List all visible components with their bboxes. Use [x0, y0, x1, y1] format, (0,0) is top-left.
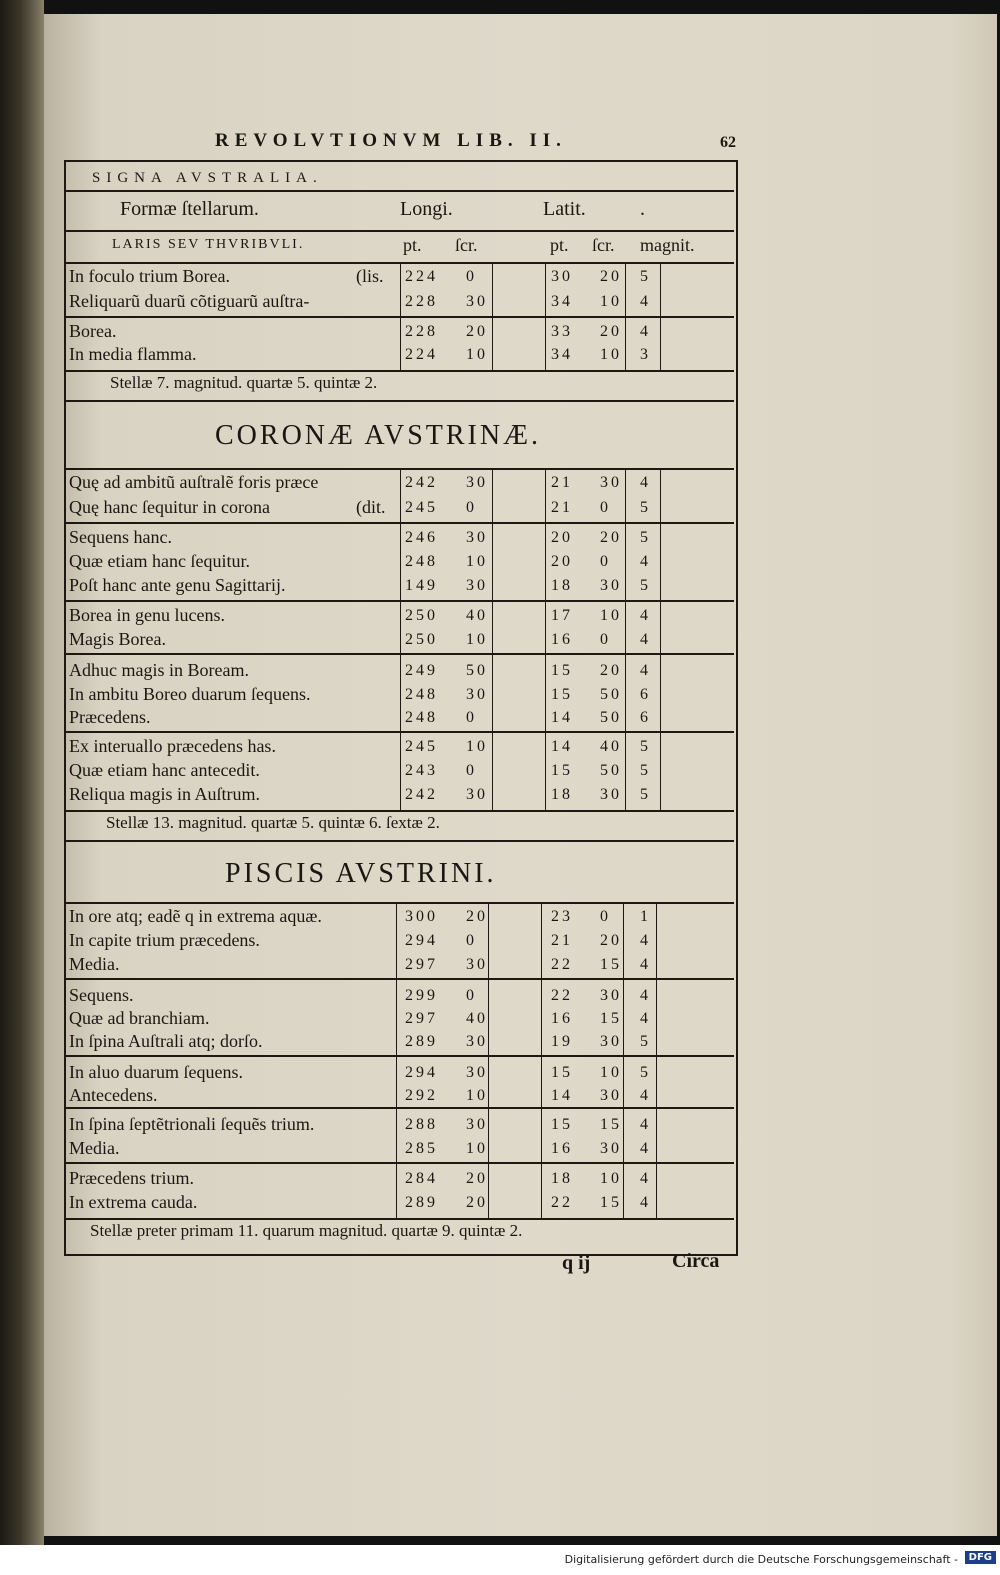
group-rule [66, 978, 734, 980]
longitude-degrees: 289 [405, 1033, 438, 1050]
longitude-minutes: 10 [466, 553, 488, 570]
summary-rule [66, 1218, 734, 1220]
longitude-degrees: 285 [405, 1140, 438, 1157]
star-name-note: (lis. [356, 266, 384, 286]
longitude-minutes: 30 [466, 293, 488, 310]
latitude-minutes: 15 [600, 1194, 622, 1211]
longitude-minutes: 30 [466, 1116, 488, 1133]
constellation-label-laris: LARIS SEV THVRIBVLI. [112, 237, 305, 252]
longitude-degrees: 228 [405, 323, 438, 340]
magnitude: 5 [640, 529, 651, 546]
magnitude: 4 [640, 607, 651, 624]
magnitude: 5 [640, 786, 651, 803]
star-name: Magis Borea. [69, 629, 166, 649]
latitude-minutes: 10 [600, 1064, 622, 1081]
longitude-degrees: 246 [405, 529, 438, 546]
star-name: Media. [69, 954, 120, 974]
latitude-degrees: 21 [551, 932, 573, 949]
star-name: Poſt hanc ante genu Sagittarij. [69, 575, 286, 595]
longitude-minutes: 30 [466, 577, 488, 594]
latitude-degrees: 22 [551, 987, 573, 1004]
summary-rule [66, 810, 734, 812]
longitude-degrees: 249 [405, 662, 438, 679]
magnitude: 4 [640, 987, 651, 1004]
longitude-degrees: 297 [405, 1010, 438, 1027]
section-label: SIGNA AVSTRALIA. [92, 170, 323, 186]
latitude-minutes: 50 [600, 762, 622, 779]
constellation-title-corona: CORONÆ AVSTRINÆ. [215, 420, 541, 451]
column-rule [545, 468, 546, 810]
star-name: Quæ etiam hanc ſequitur. [69, 551, 250, 571]
star-name: In media flamma. [69, 344, 197, 364]
header-rule [66, 902, 734, 904]
longitude-degrees: 248 [405, 709, 438, 726]
latitude-minutes: 30 [600, 987, 622, 1004]
longitude-degrees: 250 [405, 631, 438, 648]
longitude-minutes: 0 [466, 987, 477, 1004]
latitude-minutes: 0 [600, 908, 611, 925]
longitude-minutes: 40 [466, 1010, 488, 1027]
latitude-degrees: 34 [551, 293, 573, 310]
longitude-minutes: 30 [466, 686, 488, 703]
magnitude: 4 [640, 1087, 651, 1104]
star-name: In ſpina ſeptẽtrionali ſequẽs trium. [69, 1114, 315, 1134]
star-name: Antecedens. [69, 1085, 158, 1105]
longitude-degrees: 243 [405, 762, 438, 779]
latitude-degrees: 15 [551, 1064, 573, 1081]
latitude-degrees: 20 [551, 529, 573, 546]
longitude-minutes: 10 [466, 1087, 488, 1104]
summary-rule [66, 400, 734, 402]
star-name: Sequens. [69, 985, 134, 1005]
column-rule [400, 468, 401, 810]
header-rule [66, 190, 734, 192]
star-name: In extrema cauda. [69, 1192, 198, 1212]
longitude-minutes: 20 [466, 1194, 488, 1211]
latitude-degrees: 34 [551, 346, 573, 363]
column-header-form: Formæ ſtellarum. [120, 198, 259, 220]
longitude-minutes: 20 [466, 1170, 488, 1187]
star-name: Præcedens trium. [69, 1168, 194, 1188]
star-name: In foculo trium Borea. [69, 266, 230, 286]
latitude-minutes: 15 [600, 1010, 622, 1027]
star-name: Quæ ad branchiam. [69, 1008, 210, 1028]
column-header-longi: Longi. [400, 198, 453, 220]
latitude-minutes: 20 [600, 268, 622, 285]
magnitude: 5 [640, 1033, 651, 1050]
star-name: Sequens hanc. [69, 527, 172, 547]
latitude-degrees: 21 [551, 474, 573, 491]
magnitude: 5 [640, 577, 651, 594]
unit-scr-long: ſcr. [455, 235, 478, 255]
longitude-degrees: 228 [405, 293, 438, 310]
latitude-minutes: 20 [600, 932, 622, 949]
column-rule [660, 468, 661, 810]
star-name: Media. [69, 1138, 120, 1158]
longitude-minutes: 0 [466, 932, 477, 949]
unit-scr-lat: ſcr. [592, 235, 615, 255]
latitude-degrees: 17 [551, 607, 573, 624]
magnitude: 6 [640, 686, 651, 703]
latitude-degrees: 15 [551, 662, 573, 679]
column-rule [623, 902, 624, 1218]
signature-mark: q ij [562, 1252, 591, 1274]
summary-rule [66, 840, 734, 842]
header-rule [66, 230, 734, 232]
magnitude: 4 [640, 1194, 651, 1211]
star-name: Borea in genu lucens. [69, 605, 225, 625]
magnitude: 4 [640, 956, 651, 973]
latitude-degrees: 22 [551, 1194, 573, 1211]
longitude-degrees: 224 [405, 346, 438, 363]
magnitude: 5 [640, 762, 651, 779]
magnitude: 4 [640, 293, 651, 310]
latitude-minutes: 10 [600, 346, 622, 363]
magnitude: 5 [640, 1064, 651, 1081]
latitude-minutes: 50 [600, 709, 622, 726]
unit-pt-lat: pt. [550, 235, 569, 255]
longitude-degrees: 294 [405, 932, 438, 949]
latitude-minutes: 0 [600, 631, 611, 648]
longitude-degrees: 284 [405, 1170, 438, 1187]
longitude-minutes: 30 [466, 474, 488, 491]
latitude-degrees: 16 [551, 631, 573, 648]
star-name: In capite trium præcedens. [69, 930, 260, 950]
longitude-minutes: 10 [466, 631, 488, 648]
latitude-minutes: 15 [600, 1116, 622, 1133]
unit-pt-long: pt. [403, 235, 422, 255]
magnitude: 4 [640, 1010, 651, 1027]
column-rule [488, 902, 489, 1218]
latitude-minutes: 10 [600, 1170, 622, 1187]
latitude-minutes: 10 [600, 607, 622, 624]
latitude-minutes: 20 [600, 323, 622, 340]
longitude-minutes: 30 [466, 956, 488, 973]
longitude-degrees: 242 [405, 786, 438, 803]
magnitude: 4 [640, 474, 651, 491]
catchword: Circa [672, 1250, 720, 1272]
footer-credit: Digitalisierung gefördert durch die Deutsche Forschungsgemeinschaft - [564, 1553, 958, 1566]
column-rule [492, 262, 493, 370]
column-header-dot: . [640, 198, 645, 220]
latitude-degrees: 14 [551, 1087, 573, 1104]
star-name: Quę ad ambitũ auſtralẽ foris præce [69, 472, 319, 492]
latitude-degrees: 18 [551, 577, 573, 594]
column-rule [625, 262, 626, 370]
latitude-minutes: 30 [600, 786, 622, 803]
magnitude: 5 [640, 499, 651, 516]
summary-rule [66, 370, 734, 372]
longitude-minutes: 0 [466, 268, 477, 285]
longitude-minutes: 30 [466, 1064, 488, 1081]
column-rule [656, 902, 657, 1218]
longitude-minutes: 30 [466, 786, 488, 803]
column-rule [400, 262, 401, 370]
footer-bar [0, 1545, 1000, 1575]
longitude-degrees: 242 [405, 474, 438, 491]
magnitude: 4 [640, 553, 651, 570]
magnitude: 3 [640, 346, 651, 363]
dfg-logo: DFG [965, 1551, 996, 1564]
longitude-degrees: 250 [405, 607, 438, 624]
star-name: Quæ etiam hanc antecedit. [69, 760, 260, 780]
magnitude: 4 [640, 932, 651, 949]
longitude-minutes: 20 [466, 908, 488, 925]
column-rule [660, 262, 661, 370]
longitude-minutes: 0 [466, 709, 477, 726]
latitude-degrees: 15 [551, 1116, 573, 1133]
longitude-minutes: 0 [466, 762, 477, 779]
star-catalog-table [64, 160, 738, 1256]
star-name-note: (dit. [356, 497, 386, 517]
longitude-degrees: 297 [405, 956, 438, 973]
latitude-degrees: 30 [551, 268, 573, 285]
latitude-minutes: 40 [600, 738, 622, 755]
star-name: Præcedens. [69, 707, 151, 727]
longitude-minutes: 20 [466, 323, 488, 340]
latitude-minutes: 0 [600, 499, 611, 516]
column-rule [396, 902, 397, 1218]
longitude-degrees: 292 [405, 1087, 438, 1104]
star-name: In ambitu Boreo duarum ſequens. [69, 684, 311, 704]
latitude-minutes: 20 [600, 529, 622, 546]
latitude-minutes: 10 [600, 293, 622, 310]
star-name: In ore atq; eadẽ q in extrema aquæ. [69, 906, 322, 926]
book-spine [0, 0, 44, 1575]
column-rule [625, 468, 626, 810]
latitude-degrees: 33 [551, 323, 573, 340]
latitude-degrees: 18 [551, 1170, 573, 1187]
constellation-title-piscis: PISCIS AVSTRINI. [225, 858, 497, 889]
star-name: Reliqua magis in Auſtrum. [69, 784, 260, 804]
latitude-minutes: 30 [600, 1033, 622, 1050]
latitude-degrees: 21 [551, 499, 573, 516]
group-rule [66, 1162, 734, 1164]
column-header-latit: Latit. [543, 198, 586, 220]
latitude-degrees: 18 [551, 786, 573, 803]
longitude-degrees: 149 [405, 577, 438, 594]
magnitude: 5 [640, 268, 651, 285]
latitude-degrees: 14 [551, 709, 573, 726]
magnitude: 4 [640, 662, 651, 679]
latitude-degrees: 16 [551, 1140, 573, 1157]
longitude-degrees: 224 [405, 268, 438, 285]
longitude-degrees: 294 [405, 1064, 438, 1081]
star-name: In ſpina Auſtrali atq; dorſo. [69, 1031, 263, 1051]
summary-piscis: Stellæ preter primam 11. quarum magnitud. quartæ 9. quintæ 2. [90, 1221, 523, 1240]
latitude-degrees: 15 [551, 762, 573, 779]
longitude-degrees: 248 [405, 553, 438, 570]
longitude-degrees: 248 [405, 686, 438, 703]
magnitude: 4 [640, 1116, 651, 1133]
magnitude: 4 [640, 1140, 651, 1157]
longitude-degrees: 299 [405, 987, 438, 1004]
latitude-minutes: 20 [600, 662, 622, 679]
group-rule [66, 1055, 734, 1057]
magnitude: 4 [640, 631, 651, 648]
latitude-minutes: 30 [600, 1140, 622, 1157]
magnitude: 5 [640, 738, 651, 755]
longitude-degrees: 288 [405, 1116, 438, 1133]
magnitude: 6 [640, 709, 651, 726]
longitude-degrees: 300 [405, 908, 438, 925]
star-name: Quę hanc ſequitur in corona [69, 497, 270, 517]
latitude-minutes: 0 [600, 553, 611, 570]
longitude-minutes: 10 [466, 738, 488, 755]
latitude-degrees: 23 [551, 908, 573, 925]
column-rule [541, 902, 542, 1218]
longitude-minutes: 10 [466, 1140, 488, 1157]
magnitude: 4 [640, 1170, 651, 1187]
latitude-minutes: 30 [600, 474, 622, 491]
longitude-minutes: 0 [466, 499, 477, 516]
column-rule [492, 468, 493, 810]
longitude-degrees: 245 [405, 499, 438, 516]
longitude-minutes: 30 [466, 1033, 488, 1050]
star-name: Ex interuallo præcedens has. [69, 736, 276, 756]
latitude-degrees: 15 [551, 686, 573, 703]
star-name: Borea. [69, 321, 117, 341]
latitude-degrees: 20 [551, 553, 573, 570]
longitude-minutes: 50 [466, 662, 488, 679]
longitude-minutes: 10 [466, 346, 488, 363]
summary-laris: Stellæ 7. magnitud. quartæ 5. quintæ 2. [110, 373, 378, 392]
magnitude: 1 [640, 908, 651, 925]
summary-corona: Stellæ 13. magnitud. quartæ 5. quintæ 6. ſextæ 2. [106, 813, 440, 832]
group-rule [66, 1107, 734, 1109]
latitude-degrees: 19 [551, 1033, 573, 1050]
running-head: REVOLVTIONVM LIB. II. [215, 130, 567, 151]
longitude-degrees: 245 [405, 738, 438, 755]
star-name: Adhuc magis in Boream. [69, 660, 249, 680]
latitude-minutes: 50 [600, 686, 622, 703]
latitude-degrees: 22 [551, 956, 573, 973]
star-name: In aluo duarum ſequens. [69, 1062, 243, 1082]
latitude-minutes: 30 [600, 577, 622, 594]
column-rule [545, 262, 546, 370]
magnitude: 4 [640, 323, 651, 340]
latitude-minutes: 15 [600, 956, 622, 973]
longitude-minutes: 40 [466, 607, 488, 624]
latitude-minutes: 30 [600, 1087, 622, 1104]
star-name: Reliquarũ duarũ cõtiguarũ auſtra- [69, 291, 310, 311]
latitude-degrees: 14 [551, 738, 573, 755]
longitude-degrees: 289 [405, 1194, 438, 1211]
page-number: 62 [720, 134, 736, 151]
unit-magnit: magnit. [640, 235, 695, 255]
latitude-degrees: 16 [551, 1010, 573, 1027]
longitude-minutes: 30 [466, 529, 488, 546]
